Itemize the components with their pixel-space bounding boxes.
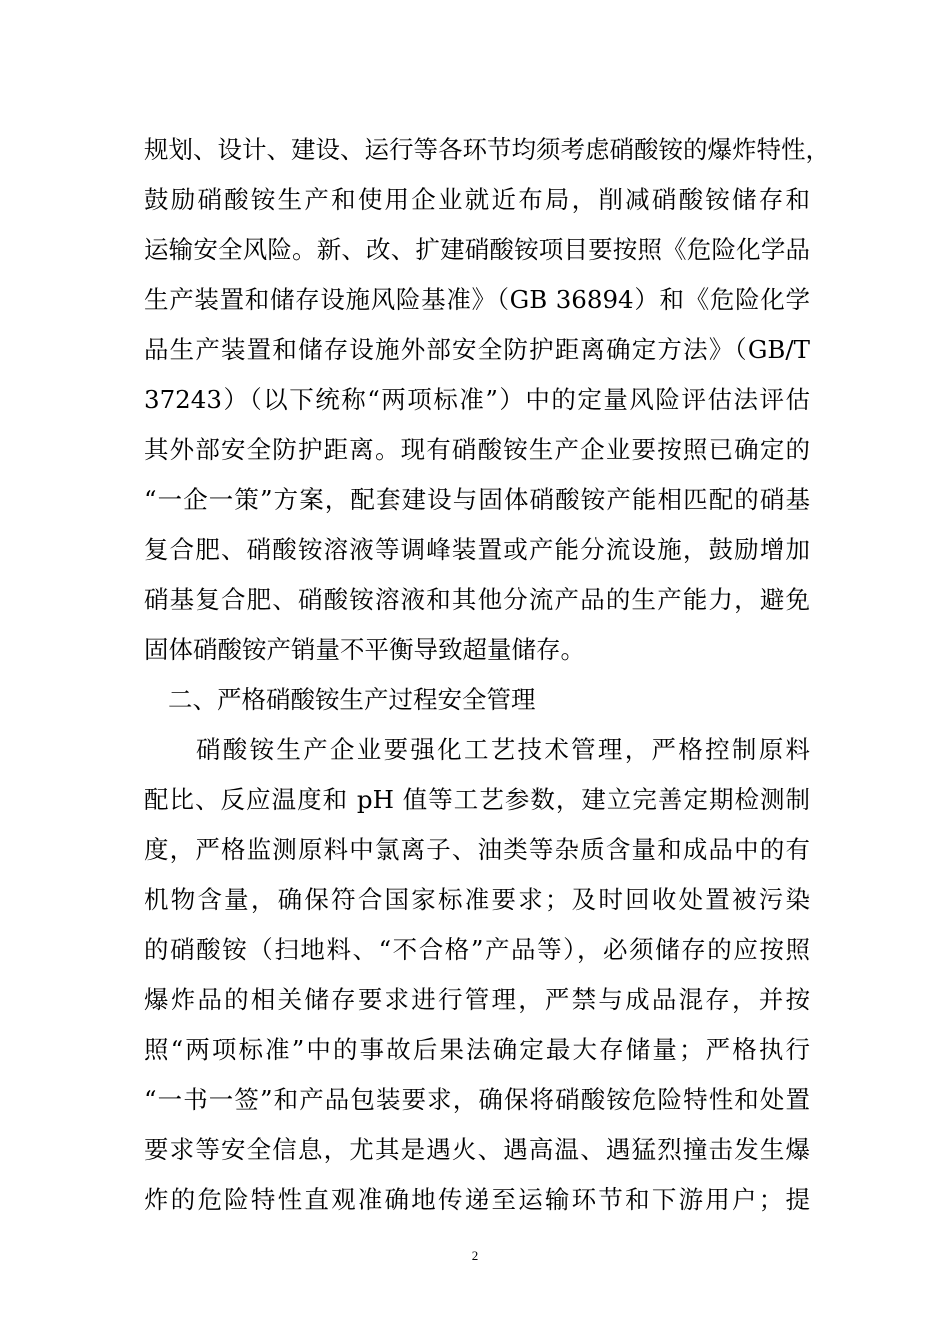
text-line: 37243）（以下统称“两项标准”）中的定量风险评估法评估 xyxy=(144,385,810,414)
text-line: 鼓励硝酸铵生产和使用企业就近布局，削减硝酸铵储存和 xyxy=(144,185,810,214)
text-line: 照“两项标准”中的事故后果法确定最大存储量；严格执行 xyxy=(144,1035,810,1064)
text-line: 爆炸品的相关储存要求进行管理，严禁与成品混存，并按 xyxy=(144,985,810,1014)
text-line: 机物含量，确保符合国家标准要求；及时回收处置被污染 xyxy=(144,885,810,914)
text-line: 规划、设计、建设、运行等各环节均须考虑硝酸铵的爆炸特性， xyxy=(144,135,830,164)
paragraph-2 xyxy=(144,725,810,1225)
section-heading: 二、严格硝酸铵生产过程安全管理 xyxy=(168,685,536,714)
text-line: “一书一签”和产品包装要求，确保将硝酸铵危险特性和处置 xyxy=(144,1085,810,1114)
body-text xyxy=(144,125,830,1225)
text-line: “一企一策”方案，配套建设与固体硝酸铵产能相匹配的硝基 xyxy=(144,485,810,514)
text-line: 的硝酸铵（扫地料、“不合格”产品等），必须储存的应按照 xyxy=(144,935,810,964)
page-number: 2 xyxy=(471,1248,479,1263)
text-line: 硝酸铵生产企业要强化工艺技术管理，严格控制原料 xyxy=(196,735,810,764)
text-line: 硝基复合肥、硝酸铵溶液和其他分流产品的生产能力，避免 xyxy=(144,585,810,614)
text-line: 要求等安全信息，尤其是遇火、遇高温、遇猛烈撞击发生爆 xyxy=(144,1135,810,1164)
text-line: 运输安全风险。新、改、扩建硝酸铵项目要按照《危险化学品 xyxy=(144,235,810,264)
text-line: 炸的危险特性直观准确地传递至运输环节和下游用户；提 xyxy=(144,1185,810,1214)
text-line: 生产装置和储存设施风险基准》（GB 36894）和《危险化学 xyxy=(144,285,810,314)
text-line: 配比、反应温度和 pH 值等工艺参数，建立完善定期检测制 xyxy=(144,785,810,814)
paragraph-1 xyxy=(144,125,830,675)
text-line: 度，严格监测原料中氯离子、油类等杂质含量和成品中的有 xyxy=(144,835,810,864)
text-line: 其外部安全防护距离。现有硝酸铵生产企业要按照已确定的 xyxy=(144,435,810,464)
text-line: 复合肥、硝酸铵溶液等调峰装置或产能分流设施，鼓励增加 xyxy=(144,535,810,564)
text-line: 固体硝酸铵产销量不平衡导致超量储存。 xyxy=(144,635,585,664)
text-line: 品生产装置和储存设施外部安全防护距离确定方法》（GB/T xyxy=(144,335,810,364)
